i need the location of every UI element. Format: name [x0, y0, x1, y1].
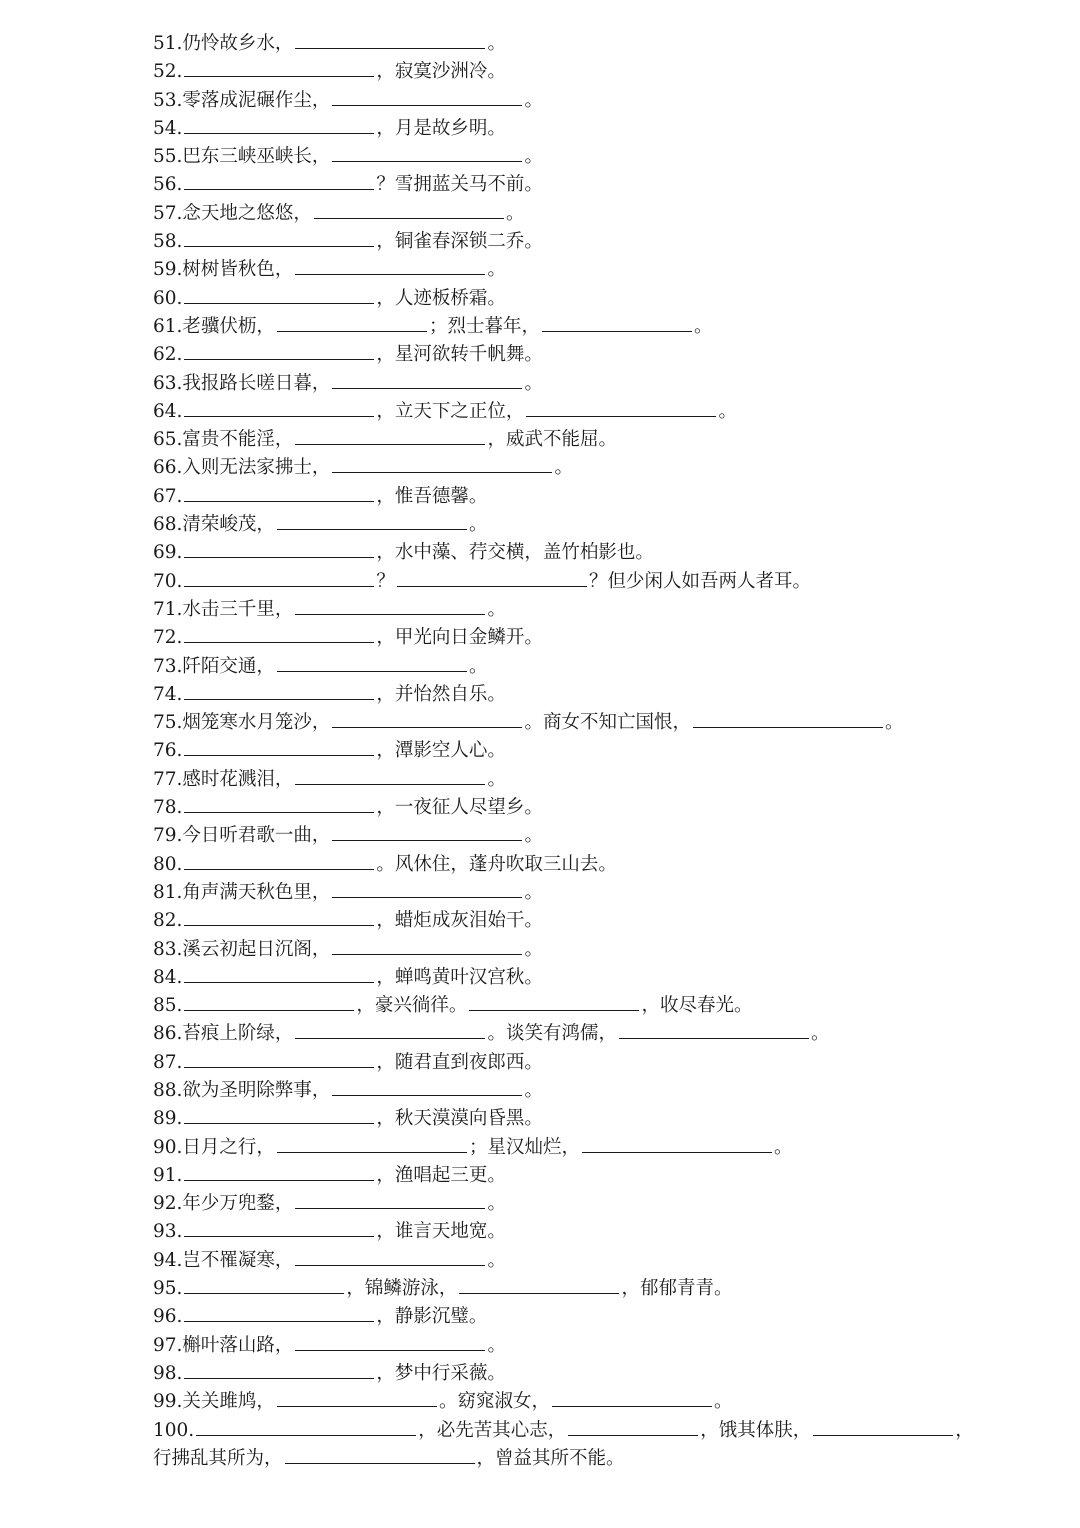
answer-blank[interactable] [277, 1136, 467, 1153]
question-row [153, 964, 1033, 992]
question-text: 99. [153, 1391, 183, 1413]
answer-blank[interactable] [469, 994, 639, 1011]
answer-blank[interactable] [196, 1419, 416, 1436]
answer-blank[interactable] [332, 456, 552, 473]
answer-blank[interactable] [332, 881, 522, 898]
question-text: 。 [524, 89, 543, 111]
question-text: ，并怡然自乐。 [376, 683, 506, 705]
question-text: 58. [153, 231, 183, 253]
question-text: 零落成泥碾作尘， [182, 89, 331, 111]
question-text: 。 [487, 1334, 506, 1356]
question-row [153, 1105, 1033, 1133]
answer-blank[interactable] [184, 230, 374, 247]
answer-blank[interactable] [184, 570, 374, 587]
question-text: 57. [153, 202, 183, 224]
question-row [153, 370, 1033, 398]
question-text: 93. [153, 1221, 183, 1243]
question-text: 富贵不能淫， [182, 429, 294, 451]
question-text: ，蜡炬成灰泪始干。 [376, 910, 543, 932]
question-text: 关关雎鸠， [182, 1391, 275, 1413]
question-text: ，静影沉璧。 [376, 1306, 488, 1328]
answer-blank[interactable] [277, 655, 467, 672]
answer-blank[interactable] [184, 739, 374, 756]
question-text: 87. [153, 1051, 183, 1073]
question-text: ，渔唱起三更。 [376, 1164, 506, 1186]
answer-blank[interactable] [285, 1447, 475, 1464]
answer-blank[interactable] [184, 796, 374, 813]
question-text: ；烈士暮年， [428, 315, 540, 337]
answer-blank[interactable] [619, 1022, 809, 1039]
question-text: 树树皆秋色， [182, 259, 294, 281]
question-text: 83. [153, 938, 183, 960]
question-text: 67. [153, 485, 183, 507]
question-text: ？ [376, 570, 395, 592]
question-text: ，锦鳞游泳， [346, 1278, 458, 1300]
question-row [153, 624, 1033, 652]
question-text: 。 [505, 202, 525, 224]
answer-blank[interactable] [184, 287, 374, 304]
question-text: 62. [153, 344, 183, 366]
question-row [153, 794, 1033, 822]
question-text: 。 [487, 598, 506, 620]
question-text: 。 [524, 881, 543, 903]
question-text: 。商女不知亡国恨， [524, 712, 691, 734]
question-text: ，人迹板桥霜。 [376, 287, 506, 309]
question-text: ；星汉灿烂， [468, 1136, 580, 1158]
question-text: 今日听君歌一曲， [182, 825, 331, 847]
question-row [153, 1134, 1033, 1162]
question-text: 81. [153, 881, 183, 903]
question-text: 75. [153, 712, 183, 734]
question-text: 。 [524, 825, 543, 847]
question-text: ，水中藻、荇交横，盖竹柏影也。 [376, 542, 654, 564]
question-row [153, 936, 1033, 964]
question-text: 。谈笑有鸿儒， [487, 1023, 617, 1045]
question-text: 。 [487, 768, 506, 790]
question-row [153, 58, 1033, 86]
answer-blank[interactable] [332, 1079, 522, 1096]
answer-blank[interactable] [184, 173, 374, 190]
question-text: 88. [153, 1079, 183, 1101]
question-text: ，郁郁青青。 [621, 1278, 733, 1300]
question-text: ，星河欲转千帆舞。 [376, 344, 543, 366]
question-text: 。窈窕淑女， [438, 1391, 550, 1413]
question-text: 79. [153, 825, 183, 847]
question-text: 66. [153, 457, 183, 479]
question-text: 。风休住，蓬舟吹取三山去。 [376, 853, 617, 875]
question-row [153, 143, 1033, 171]
question-row [153, 228, 1033, 256]
question-row [153, 907, 1033, 935]
answer-blank[interactable] [184, 1362, 374, 1379]
question-text: 。 [693, 315, 713, 337]
answer-blank[interactable] [184, 485, 374, 502]
question-text: ？雪拥蓝关马不前。 [376, 174, 543, 196]
question-text: 。 [773, 1136, 793, 1158]
question-text: 角声满天秋色里， [182, 881, 331, 903]
question-text: ，曾益其所不能。 [476, 1447, 625, 1469]
answer-blank[interactable] [693, 711, 883, 728]
question-text: 92. [153, 1193, 183, 1215]
question-text: ，威武不能屈。 [487, 429, 617, 451]
question-row [153, 851, 1033, 879]
question-text: ，蝉鸣黄叶汉宫秋。 [376, 966, 543, 988]
answer-blank[interactable] [552, 1390, 712, 1407]
answer-blank[interactable] [332, 938, 522, 955]
question-text: 100. [153, 1419, 195, 1441]
answer-blank[interactable] [184, 1220, 374, 1237]
question-row [153, 737, 1033, 765]
question-text: 94. [153, 1249, 183, 1271]
question-text: 烟笼寒水月笼沙， [182, 712, 331, 734]
answer-blank[interactable] [184, 400, 374, 417]
question-text: 念天地之悠悠， [182, 202, 312, 224]
answer-blank[interactable] [314, 202, 504, 219]
answer-blank[interactable] [184, 683, 374, 700]
question-text: 。 [524, 938, 543, 960]
question-row [153, 1417, 1033, 1445]
question-text: 80. [153, 853, 183, 875]
question-text: 98. [153, 1362, 183, 1384]
question-text: 。 [713, 1391, 733, 1413]
answer-blank[interactable] [184, 60, 374, 77]
answer-blank[interactable] [295, 1249, 485, 1266]
question-text: 89. [153, 1108, 183, 1130]
question-row [153, 1049, 1033, 1077]
question-row [153, 709, 1033, 737]
answer-blank[interactable] [295, 1334, 485, 1351]
question-text: ，铜雀春深锁二乔。 [376, 231, 543, 253]
question-text: ，梦中行采薇。 [376, 1362, 506, 1384]
answer-blank[interactable] [332, 711, 522, 728]
question-text: 90. [153, 1136, 183, 1158]
question-row [153, 1332, 1033, 1360]
question-text: 入则无法家拂士， [182, 457, 331, 479]
question-row [153, 30, 1033, 58]
answer-blank[interactable] [295, 598, 485, 615]
question-row [153, 454, 1033, 482]
question-text: 84. [153, 966, 183, 988]
question-row [153, 539, 1033, 567]
answer-blank[interactable] [184, 994, 354, 1011]
answer-blank[interactable] [277, 513, 467, 530]
answer-blank[interactable] [295, 1192, 485, 1209]
question-text: 清荣峻茂， [182, 514, 275, 536]
question-row [153, 1190, 1033, 1218]
question-text: 76. [153, 740, 183, 762]
question-text: 岂不罹凝寒， [182, 1249, 294, 1271]
question-text: ，秋天漠漠向昏黑。 [376, 1108, 543, 1130]
question-row [153, 1275, 1033, 1303]
question-row [153, 822, 1033, 850]
question-text: 56. [153, 174, 183, 196]
answer-blank[interactable] [568, 1419, 698, 1436]
question-row [153, 879, 1033, 907]
question-row [153, 1247, 1033, 1275]
answer-blank[interactable] [542, 315, 692, 332]
question-text: 。 [810, 1023, 830, 1045]
question-text: 85. [153, 995, 183, 1017]
question-text: 。 [524, 372, 543, 394]
question-text: 91. [153, 1164, 183, 1186]
answer-blank[interactable] [332, 89, 522, 106]
question-row [153, 398, 1033, 426]
question-text: 。 [718, 400, 737, 422]
question-text: 槲叶落山路， [182, 1334, 294, 1356]
question-text: 97. [153, 1334, 183, 1356]
answer-blank[interactable] [397, 570, 587, 587]
question-row [153, 1020, 1033, 1048]
question-text: ，潭影空人心。 [376, 740, 506, 762]
question-text: 。 [524, 1079, 543, 1101]
question-text: ，饿其体肤， [700, 1419, 812, 1441]
question-text: ，必先苦其心志， [418, 1419, 567, 1441]
answer-blank[interactable] [332, 824, 522, 841]
question-text: 感时花溅泪， [182, 768, 294, 790]
question-text: ，立天下之正位， [376, 400, 525, 422]
question-text: 54. [153, 117, 183, 139]
question-text: 60. [153, 287, 183, 309]
question-row [153, 992, 1033, 1020]
question-row [153, 200, 1033, 228]
question-text: 。 [487, 33, 506, 54]
question-text: 73. [153, 655, 183, 677]
question-text: 阡陌交通， [182, 655, 275, 677]
answer-blank[interactable] [184, 343, 374, 360]
question-row [153, 115, 1033, 143]
answer-blank[interactable] [184, 966, 374, 983]
question-text: 59. [153, 259, 183, 281]
question-text: 苔痕上阶绿， [182, 1023, 294, 1045]
answer-blank[interactable] [295, 32, 485, 49]
question-text: ，豪兴徜徉。 [356, 995, 468, 1017]
question-row [153, 596, 1033, 624]
question-text: 日月之行， [182, 1136, 275, 1158]
question-text: ，甲光向日金鳞开。 [376, 627, 543, 649]
answer-blank[interactable] [813, 1419, 953, 1436]
question-text: 年少万兜鍪， [182, 1193, 294, 1215]
question-text: 82. [153, 910, 183, 932]
question-text: 77. [153, 768, 183, 790]
answer-blank[interactable] [184, 626, 374, 643]
question-row [153, 285, 1033, 313]
question-text: ，一夜征人尽望乡。 [376, 797, 543, 819]
question-text: 老骥伏枥， [182, 315, 275, 337]
question-text: 64. [153, 400, 183, 422]
question-text: 51. [153, 33, 183, 54]
question-text: ，惟吾德馨。 [376, 485, 488, 507]
question-row [153, 1303, 1033, 1331]
question-text: 55. [153, 146, 183, 168]
question-text: 巴东三峡巫峡长， [182, 146, 331, 168]
question-text: 。 [554, 457, 573, 479]
question-row [153, 568, 1033, 596]
question-row [153, 511, 1033, 539]
answer-blank[interactable] [295, 258, 485, 275]
question-row [153, 1162, 1033, 1190]
question-text: 欲为圣明除弊事， [182, 1079, 331, 1101]
question-text: 65. [153, 429, 183, 451]
question-row [153, 483, 1033, 511]
question-text: 95. [153, 1278, 183, 1300]
answer-blank[interactable] [295, 1022, 485, 1039]
question-row [153, 256, 1033, 284]
answer-blank[interactable] [277, 315, 427, 332]
question-row [153, 313, 1033, 341]
question-row [153, 171, 1033, 199]
question-text: 70. [153, 570, 183, 592]
question-row [153, 1388, 1033, 1416]
question-text: 。 [487, 1193, 506, 1215]
question-text: 行拂乱其所为， [153, 1447, 283, 1469]
question-text: 。 [468, 514, 488, 536]
question-text: 71. [153, 598, 183, 620]
question-text: 水击三千里， [182, 598, 294, 620]
question-row [153, 653, 1033, 681]
fill-in-blank-list [153, 30, 1033, 1473]
question-text: ，随君直到夜郎西。 [376, 1051, 543, 1073]
answer-blank[interactable] [184, 1305, 374, 1322]
question-text: ，收尽春光。 [641, 995, 753, 1017]
question-text: 。 [487, 259, 506, 281]
question-text: 63. [153, 372, 183, 394]
question-text: 72. [153, 627, 183, 649]
question-text: 。 [487, 1249, 506, 1271]
question-text: 。 [884, 712, 904, 734]
answer-blank[interactable] [184, 117, 374, 134]
question-text: 86. [153, 1023, 183, 1045]
question-row [153, 1218, 1033, 1246]
question-text: 53. [153, 89, 183, 111]
answer-blank[interactable] [295, 428, 485, 445]
answer-blank[interactable] [582, 1136, 772, 1153]
question-row [153, 1077, 1033, 1105]
question-row [153, 766, 1033, 794]
question-text: ，寂寞沙洲冷。 [376, 61, 506, 83]
question-row [153, 681, 1033, 709]
question-text: 61. [153, 315, 183, 337]
question-text: 78. [153, 797, 183, 819]
question-text: ，月是故乡明。 [376, 117, 506, 139]
answer-blank[interactable] [526, 400, 716, 417]
question-text: 69. [153, 542, 183, 564]
answer-blank[interactable] [184, 853, 374, 870]
question-text: 52. [153, 61, 183, 83]
question-text: ，谁言天地宽。 [376, 1221, 506, 1243]
question-row [153, 426, 1033, 454]
question-row [153, 87, 1033, 115]
answer-blank[interactable] [459, 1277, 619, 1294]
question-text: 溪云初起日沉阁， [182, 938, 331, 960]
answer-blank[interactable] [184, 541, 374, 558]
answer-blank[interactable] [184, 1277, 344, 1294]
question-text: 仍怜故乡水， [182, 33, 294, 54]
answer-blank[interactable] [332, 372, 522, 389]
answer-blank[interactable] [332, 145, 522, 162]
question-text: 68. [153, 514, 183, 536]
question-text: ？但少闲人如吾两人者耳。 [588, 570, 811, 592]
answer-blank[interactable] [184, 909, 374, 926]
answer-blank[interactable] [277, 1390, 437, 1407]
question-text: 96. [153, 1306, 183, 1328]
answer-blank[interactable] [184, 1051, 374, 1068]
answer-blank[interactable] [184, 1164, 374, 1181]
question-text: 。 [468, 655, 488, 677]
question-text: ， [955, 1419, 974, 1441]
question-row [153, 1360, 1033, 1388]
answer-blank[interactable] [295, 768, 485, 785]
question-row [153, 1445, 1033, 1473]
answer-blank[interactable] [184, 1107, 374, 1124]
question-row [153, 341, 1033, 369]
question-text: 我报路长嗟日暮， [182, 372, 331, 394]
question-text: 74. [153, 683, 183, 705]
question-text: 。 [524, 146, 543, 168]
